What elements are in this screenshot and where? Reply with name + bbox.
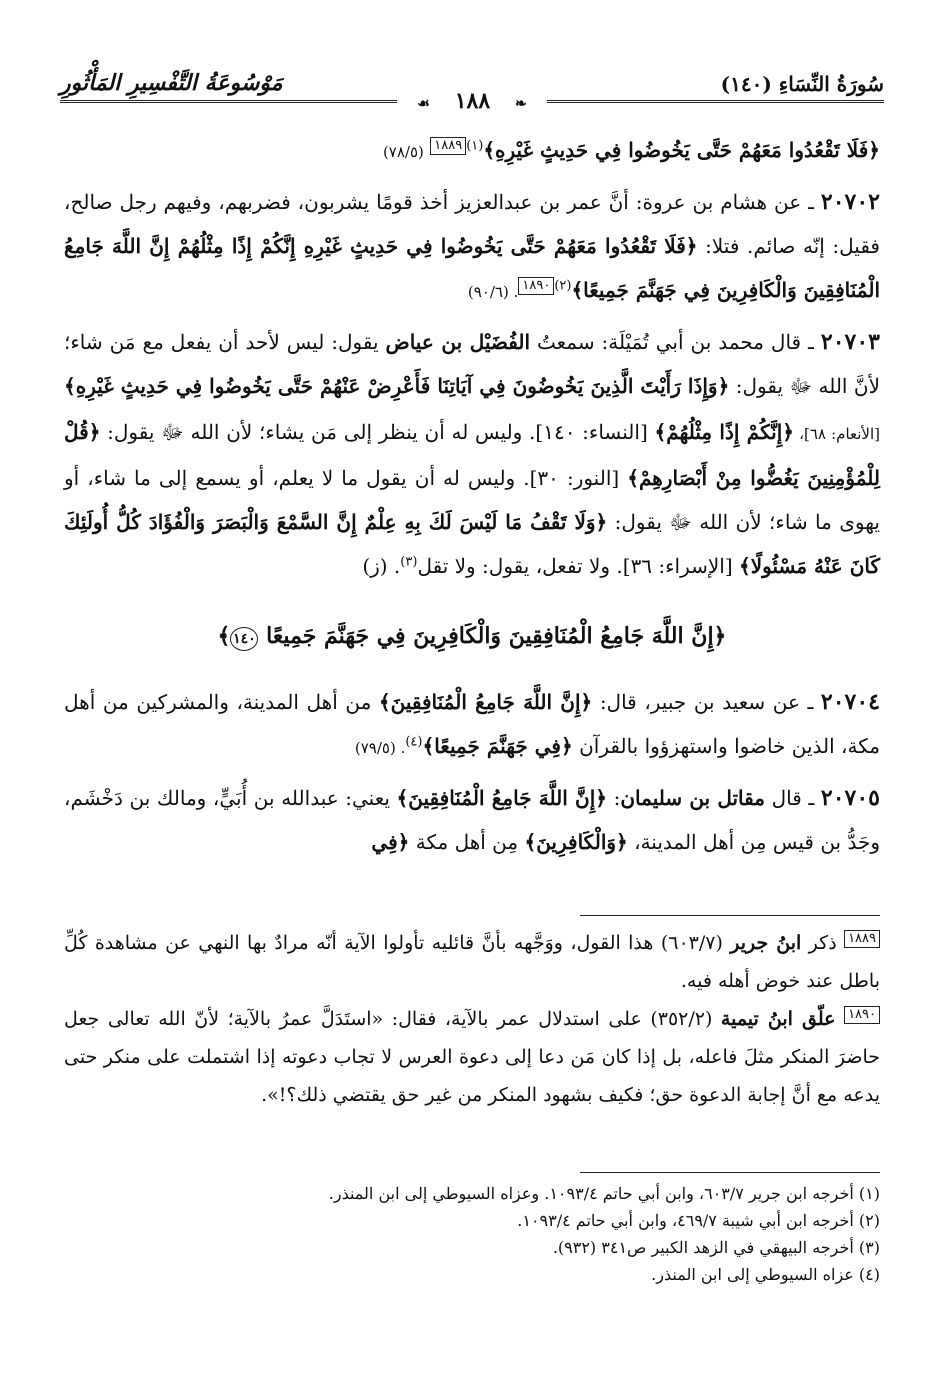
quran-quote: ﴿إِنَّ اللَّهَ جَامِعُ الْمُنَافِقِينَ﴾ <box>378 690 593 714</box>
commentary-1889 <box>64 924 880 1000</box>
quran-quote: ﴿فَلَا تَقْعُدُوا مَعَهُمْ حَتَّى يَخُوضُوا فِي حَدِيثٍ غَيْرِهِ إِنَّكُمْ إِذًا مِثْلُهُمْ إِنَّ اللَّهَ جَامِعُ الْمُنَافِقِينَ وَالْكَافِرِينَ فِي جَهَنَّمَ جَمِيعًا﴾ <box>64 234 880 302</box>
narration-text: مِن أهل مكة <box>409 830 525 854</box>
quran-quote: ﴿وَلَا تَقْفُ مَا لَيْسَ لَكَ بِهِ عِلْمٌ إِنَّ السَّمْعَ وَالْبَصَرَ وَالْفُؤَادَ كُلُّ أُولَئِكَ كَانَ عَنْهُ مَسْئُولًا﴾ <box>64 510 880 578</box>
main-text <box>64 128 880 870</box>
narration-text: [النساء: ١٤٠]. وليس له أن ينظر إلى مَن يشاء؛ لأن الله ﷻ يقول: <box>100 420 655 444</box>
scholar-name: ابنُ جرير <box>730 932 802 954</box>
footnotes <box>64 1180 880 1288</box>
ornament-icon: ☙ <box>407 96 444 112</box>
volume-ref: . (٩٠/٦) <box>467 283 519 301</box>
commentary-ref: ١٨٩٠ <box>518 277 554 295</box>
footnote: (٤) عزاه السيوطي إلى ابن المنذر. <box>651 1265 880 1284</box>
footnote-ref: (٤) <box>405 734 423 750</box>
narration-20703 <box>64 320 880 588</box>
footnote-ref: (٣) <box>400 554 418 570</box>
quran-quote: ﴿إِنَّ اللَّهَ جَامِعُ الْمُنَافِقِينَ﴾ <box>396 786 607 810</box>
ayah-heading <box>64 614 880 658</box>
commentary-1890 <box>64 1000 880 1114</box>
narration-number: ٢٠٧٠٤ <box>820 689 880 715</box>
commentary-text: (٣٥٢/٢) على استدلال عمر بالآية، فقال: «استَدَلَّ عمرُ بالآية؛ لأنّ الله تعالى جعل حاضرَ المنكر مثلَ فاعله، بل إذا كان مَن دعا إلى دعوة العرس لا تجاب دعوته إذا اشتملت على منكر حتى يدعه مع أنَّ إجابة الدعوة حق؛ فكيف بشهود المنكر من غير حق يقتضي ذلك؟!». <box>64 1008 880 1106</box>
footnote-ref: (١) <box>466 138 484 154</box>
footnote: (٢) أخرجه ابن أبي شيبة ٤٦٩/٧، وابن أبي حاتم ١٠٩٣/٤. <box>517 1211 880 1230</box>
volume-ref: (٧٨/٥) <box>382 143 424 161</box>
narration-text: ـ عن هشام بن عروة: أنَّ عمر بن عبدالعزيز أخذ قومًا يشربون، فضربهم، وفيهم رجل صالح، فقيل: إنّه صائم. فتلا: <box>64 190 880 258</box>
footnote: (٣) أخرجه البيهقي في الزهد الكبير ص٣٤١ (٩٣٢). <box>552 1238 880 1257</box>
scholar-name: علّق ابنُ تيمية <box>720 1008 836 1030</box>
narrator-name: مقاتل بن سليمان <box>620 786 765 810</box>
narration-number: ٢٠٧٠٢ <box>820 189 880 215</box>
commentary-number: ١٨٨٩ <box>844 930 880 948</box>
narration-number: ٢٠٧٠٣ <box>820 329 880 355</box>
surah-title: سُورَةُ النِّسَاءِ (١٤٠) <box>720 72 884 96</box>
book-title: مَوْسُوعَةُ التَّفْسِيرِ المَأْثُورِ <box>60 70 283 96</box>
ayah-bracket: ﴾ <box>217 623 231 649</box>
surah-ref: [الأنعام: ٦٨]، <box>794 425 881 443</box>
narration-text: من أهل المدينة، والمشركين من أهل مكة، الذين خاضوا واستهزؤوا بالقرآن <box>64 690 880 758</box>
narration-text: ـ قال محمد بن أبي تُمَيْلَة: سمعتُ <box>530 330 821 354</box>
narration-text: [النور: ٣٠]. وليس له أن يقول ما لا يعلم، أو يسمع إلى ما شاء، أو يهوى ما شاء؛ لأن الله ﷻ يقول: <box>64 466 880 534</box>
footnote-divider <box>580 1172 880 1173</box>
narration-number: ٢٠٧٠٥ <box>820 785 880 811</box>
footnote-ref: (٢) <box>554 278 572 294</box>
narration-text: يقول: ليس لأحد أن يفعل مع مَن شاء؛ لأنَّ الله ﷻ يقول: <box>64 330 880 398</box>
narration-text: : <box>606 786 621 810</box>
commentary-text <box>836 1008 845 1030</box>
page-number: ١٨٨ <box>445 88 500 114</box>
commentary-text: (٦٠٣/٧) هذا القول، ووَجَّهه بأنَّ قائليه تأولوا الآية أنّه مرادٌ بها النهي عن مشاهدة كُلِّ باطل عند خوض أهله فيه. <box>64 932 880 992</box>
commentary-text: ذكر <box>801 932 845 954</box>
quran-quote: ﴿فِي جَهَنَّمَ جَمِيعًا﴾ <box>422 734 573 758</box>
quran-quote: ﴿وَالْكَافِرِينَ﴾ <box>524 830 628 854</box>
commentary-ref: ١٨٨٩ <box>430 137 466 155</box>
narration-20704 <box>64 680 880 770</box>
commentary-number: ١٨٩٠ <box>844 1006 880 1024</box>
narration-text: ـ عن سعيد بن جبير، قال: <box>592 690 821 714</box>
narrator-name: الفُضَيْل بن عياض <box>385 330 530 354</box>
quran-quote: ﴿قُلْ لِلْمُؤْمِنِينَ يَغُضُّوا مِنْ أَبْصَارِهِمْ﴾ <box>64 420 881 490</box>
quran-quote: ﴿فِي <box>371 830 410 854</box>
ornament-icon: ❧ <box>500 96 537 112</box>
narration-text: ـ قال <box>764 786 821 810</box>
commentary-section <box>64 924 880 1114</box>
quran-quote: ﴿وَإِذَا رَأَيْتَ الَّذِينَ يَخُوضُونَ فِي آيَاتِنَا فَأَعْرِضْ عَنْهُمْ حَتَّى يَخُوضُوا فِي حَدِيثٍ غَيْرِهِ﴾ <box>64 374 730 398</box>
quran-quote: ﴿إِنَّكُمْ إِذًا مِثْلُهُمْ﴾ <box>654 420 794 444</box>
narration-text: يعني: عبدالله بن أُبَيٍّ، ومالك بن دَخْشَم، وجَدُّ بن قيس مِن أهل المدينة، <box>64 786 880 854</box>
commentary-divider <box>580 915 880 916</box>
narration-20702 <box>64 180 880 314</box>
narration-text: [الإسراء: ٣٦]. ولا تفعل، يقول: ولا تقل <box>417 554 740 578</box>
ayah-text: ﴿إِنَّ اللَّهَ جَامِعُ الْمُنَافِقِينَ وَالْكَافِرِينَ فِي جَهَنَّمَ جَمِيعًا <box>266 623 727 649</box>
volume-ref: . (٧٩/٥) <box>354 739 406 757</box>
narration-20705 <box>64 776 880 864</box>
verse-line <box>64 128 880 174</box>
quran-quote: ﴿فَلَا تَقْعُدُوا مَعَهُمْ حَتَّى يَخُوضُوا فِي حَدِيثٍ غَيْرِهِ﴾ <box>483 138 880 162</box>
ayah-number: ١٤٠ <box>230 627 258 651</box>
footnote: (١) أخرجه ابن جرير ٦٠٣/٧، وابن أبي حاتم ١٠٩٣/٤. وعزاه السيوطي إلى ابن المنذر. <box>328 1184 880 1203</box>
page-number-bar <box>0 88 944 114</box>
narration-text: . (ز) <box>362 554 401 578</box>
